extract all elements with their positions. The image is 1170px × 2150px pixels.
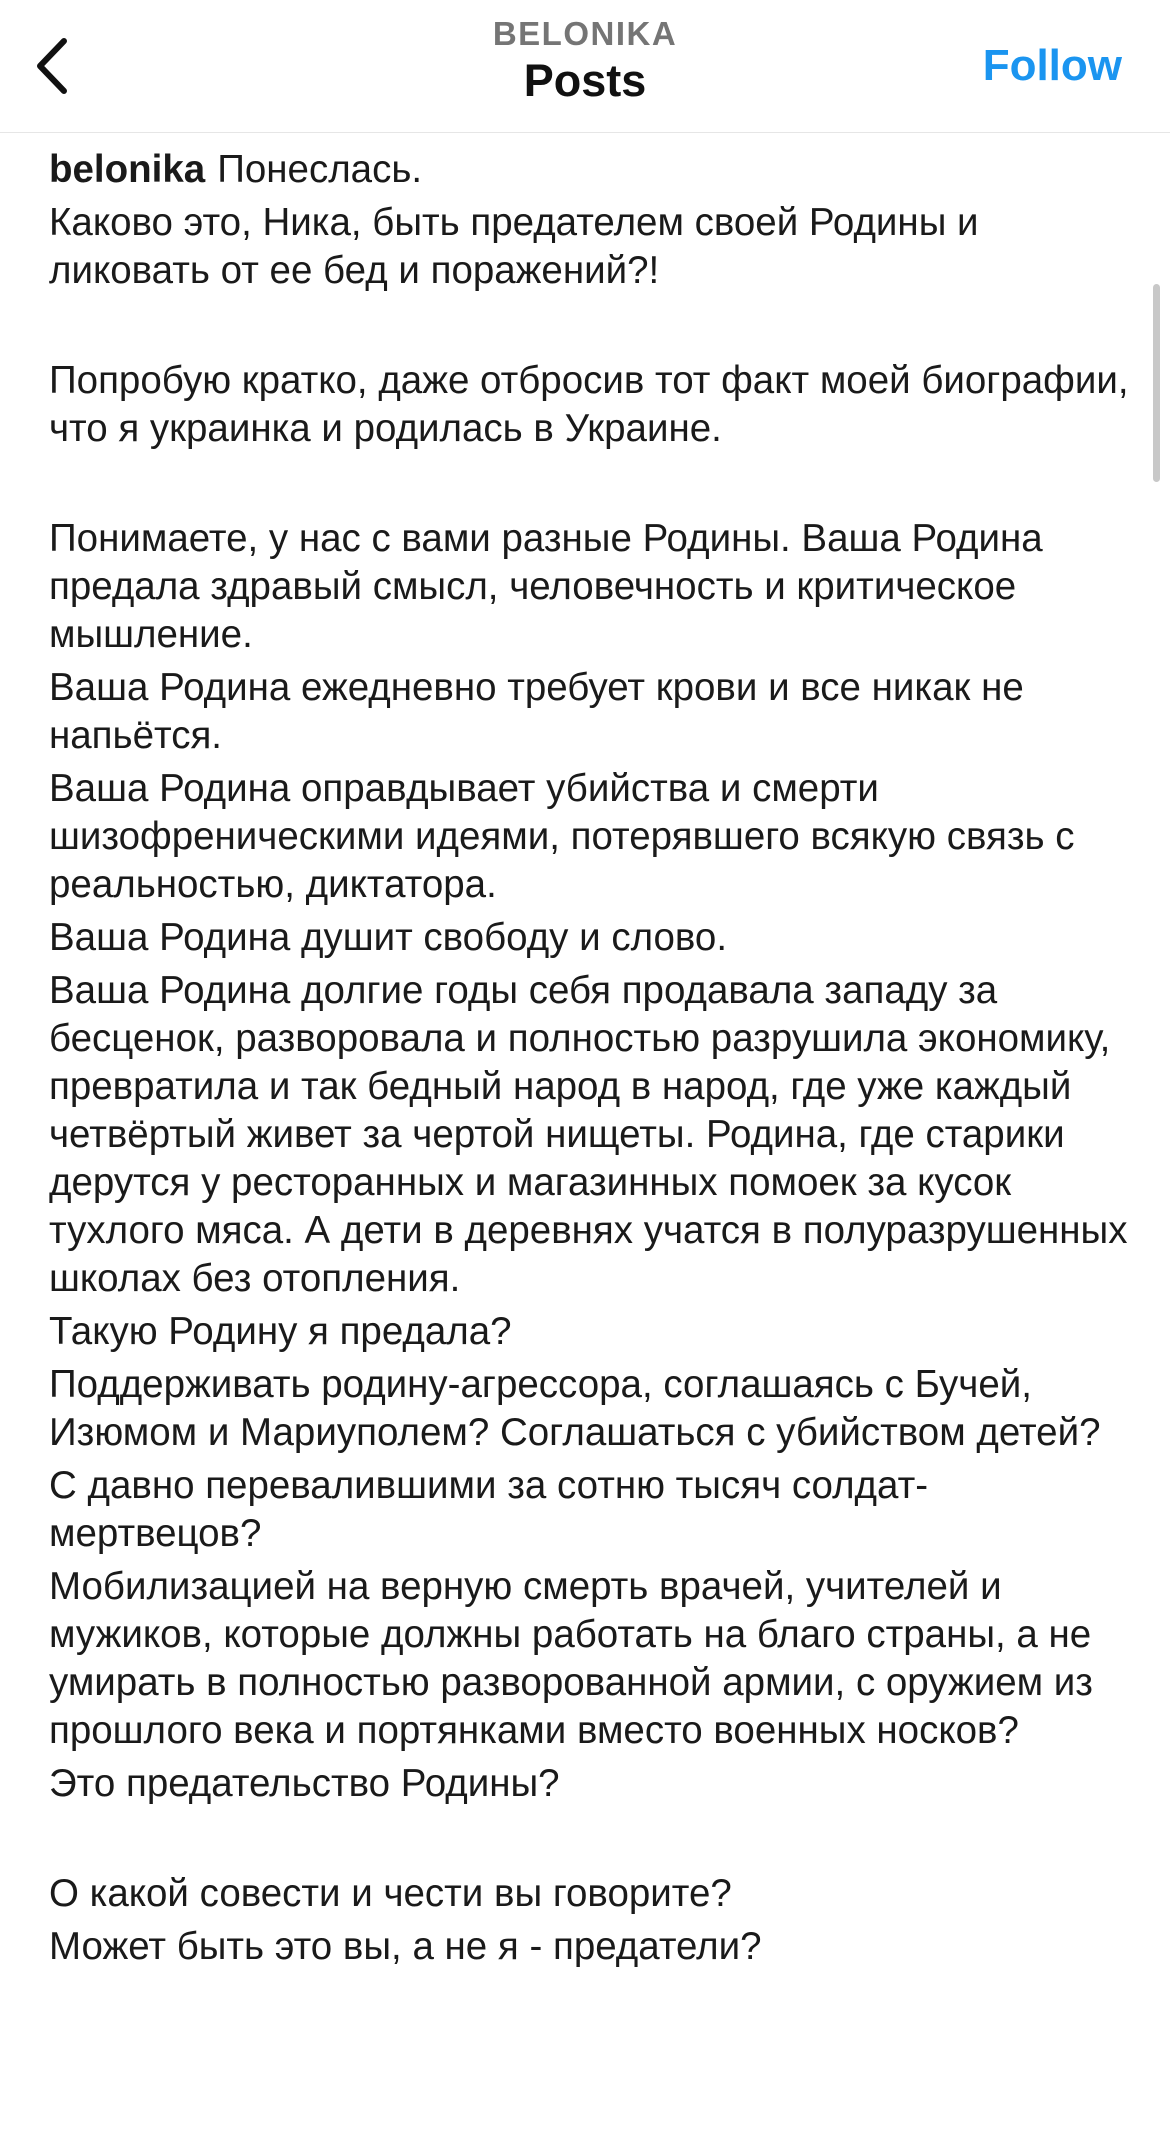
caption-paragraph: Ваша Родина ежедневно требует крови и все никак не напьётся.: [49, 666, 1024, 757]
follow-button[interactable]: Follow: [982, 41, 1122, 90]
caption-paragraph: Ваша Родина оправдывает убийства и смерти шизофреническими идеями, потерявшего всякую связь с реальностью, диктатора.: [49, 767, 1075, 906]
top-nav-bar: [0, 0, 1170, 133]
page-title: Posts: [523, 55, 647, 106]
caption-paragraph: Может быть это вы, а не я - предатели?: [49, 1925, 762, 1968]
caption-paragraph: Мобилизацией на верную смерть врачей, учителей и мужиков, которые должны работать на благо страны, а не умирать в полностью разворованной армии, с оружием из прошлого века и портянками вместо военных носков?: [49, 1565, 1093, 1752]
caption-text: Понеслась.: [217, 148, 423, 191]
caption-paragraph: С давно перевалившими за сотню тысяч солдат-мертвецов?: [49, 1464, 929, 1555]
header-titles: [335, 14, 835, 108]
caption-paragraph: [49, 146, 1129, 194]
back-button[interactable]: [18, 28, 88, 104]
caption-paragraph: Это предательство Родины?: [49, 1762, 560, 1805]
profile-username: BELONIKA: [492, 15, 678, 52]
post-caption: [49, 146, 1129, 1971]
chevron-left-icon: [30, 35, 76, 97]
caption-paragraph: Такую Родину я предала?: [49, 1310, 512, 1353]
caption-paragraph: Ваша Родина долгие годы себя продавала западу за бесценок, разворовала и полностью разрушила экономику, превратила и так бедный народ в народ, где уже каждый четвёртый живет за чертой нищеты. Родина, где старики дерутся у ресторанных и магазинных помоек за кусок тухлого мяса. А дети в деревнях учатся в полуразрушенных школах без отопления.: [49, 969, 1128, 1300]
caption-paragraph: Попробую кратко, даже отбросив тот факт моей биографии, что я украинка и родилась в Украине.: [49, 359, 1129, 450]
caption-paragraph: Ваша Родина душит свободу и слово.: [49, 916, 728, 959]
author-username[interactable]: belonika: [49, 148, 206, 191]
scrollbar[interactable]: [1153, 284, 1160, 482]
caption-paragraph: Поддерживать родину-агрессора, соглашаясь с Бучей, Изюмом и Мариуполем? Соглашаться с убийством детей?: [49, 1363, 1101, 1454]
caption-paragraph: О какой совести и чести вы говорите?: [49, 1872, 732, 1915]
caption-paragraph: Понимаете, у нас с вами разные Родины. Ваша Родина предала здравый смысл, человечность и критическое мышление.: [49, 517, 1043, 656]
caption-paragraph: Каково это, Ника, быть предателем своей Родины и ликовать от ее бед и поражений?!: [49, 201, 979, 292]
